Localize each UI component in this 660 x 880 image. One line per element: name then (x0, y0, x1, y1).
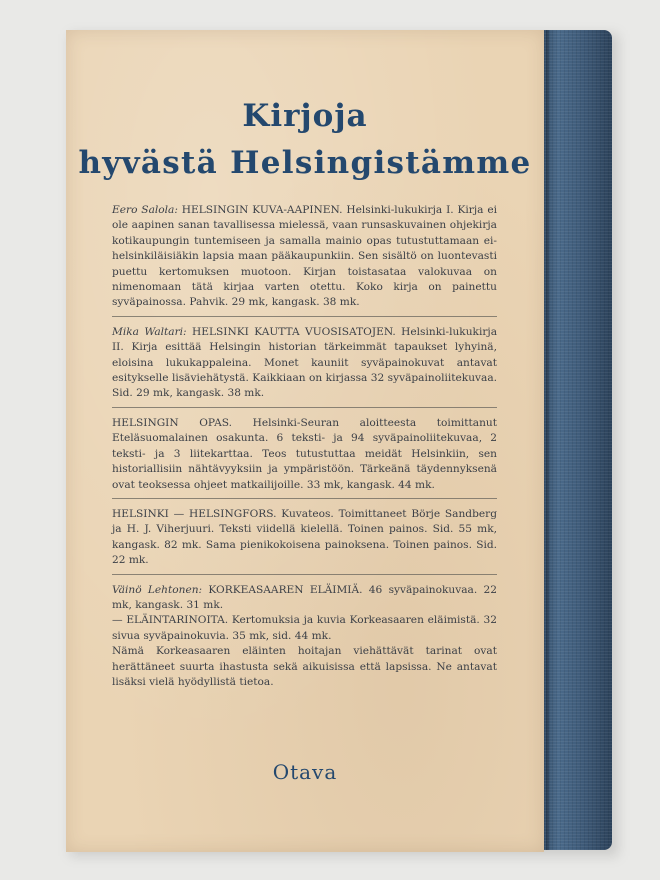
entry-author: Eero Salola: (112, 204, 178, 216)
divider (112, 498, 497, 499)
spine-hinge (546, 30, 550, 850)
heading-line-2: hyvästä Helsingistämme (78, 145, 532, 181)
book-spine (540, 30, 612, 850)
entry-text: HELSINGIN OPAS. Helsinki-Seuran aloitteesta toimittanut Eteläsuomalainen osakunta. 6 teksti- ja 94 syväpainoliitekuvaa, 2 teksti- ja 3 liitekarttaa. Teos tutustuttaa meidät Helsinkiin, sen historiallisiin nähtävyyksiin ja ympäristöön. Tärkeänä täydennyksenä ovat teoksessa ohjeet matkailijoille. 33 mk, kangask. 44 mk. (112, 416, 497, 491)
entry-author: Väinö Lehtonen: (112, 583, 203, 596)
book-entry-vuosisatojen (112, 325, 497, 402)
entry-description: Nämä Korkeasaaren eläinten hoitajan viehättävät tarinat ovat herättäneet suurta ihastusta sekä aikuisissa että lapsissa. Ne antavat lisäksi vielä hyödyllistä tietoa. (112, 645, 497, 688)
entry-text: HELSINGIN KUVA-AAPINEN. Helsinki-lukukirja I. Kirja ei ole aapinen sanan tavallisessa mielessä, vaan runsaskuvainen ohjekirja kotikaupungin tuntemiseen ja samalla mainio opas tutustuttamaan ei-helsinkiläisiäkin lapsia maan pääkaupunkiin. Sen sisältö on luontevasti puettu kertomuksen muotoon. Kirjan toistasataa valokuvaa on nimenomaan tätä kirjaa varten otettu. Koko kirja on painettu syväpainossa. Pahvik. 29 mk, kangask. 38 mk. (112, 204, 497, 309)
heading-line-1: Kirjoja (242, 98, 368, 134)
book-entry-kuva-aapinen (112, 203, 497, 311)
book-list (112, 203, 497, 690)
divider (112, 316, 497, 317)
entry-subtitle: — ELÄINTARINOITA. Kertomuksia ja kuvia Korkeasaaren eläimistä. 32 sivua syväpainokuvia. 35 mk, sid. 44 mk. (112, 614, 497, 642)
entry-text: HELSINKI KAUTTA VUOSISATOJEN. Helsinki-lukukirja II. Kirja esittää Helsingin historian tärkeimmät tapaukset lyhyinä, eloisina lukukappaleina. Monet kauniit syväpainokuvat antavat esitykselle lisäviehätystä. Kaikkiaan on kirjassa 32 syväpainoliitekuvaa. Sid. 29 mk, kangask. 38 mk. (112, 325, 498, 400)
divider (112, 574, 497, 575)
divider (112, 407, 497, 408)
entry-author: Mika Waltari: (112, 325, 187, 338)
book-entry-opas (112, 416, 497, 493)
book-entry-korkeasaari (112, 583, 497, 691)
entry-text: KORKEASAAREN ELÄIMIÄ. 46 syväpainokuvaa. 22 mk, kangask. 31 mk. (112, 583, 497, 611)
book-entry-helsingfors (112, 507, 497, 569)
entry-text: HELSINKI — HELSINGFORS. Kuvateos. Toimittaneet Börje Sandberg ja H. J. Viherjuuri. Teksti viidellä kielellä. Toinen painos. Sid. 55 mk, kangask. 82 mk. Sama pienikokoisena painoksena. Toinen painos. Sid. 22 mk. (112, 507, 497, 567)
publisher-name: Otava (272, 760, 338, 784)
